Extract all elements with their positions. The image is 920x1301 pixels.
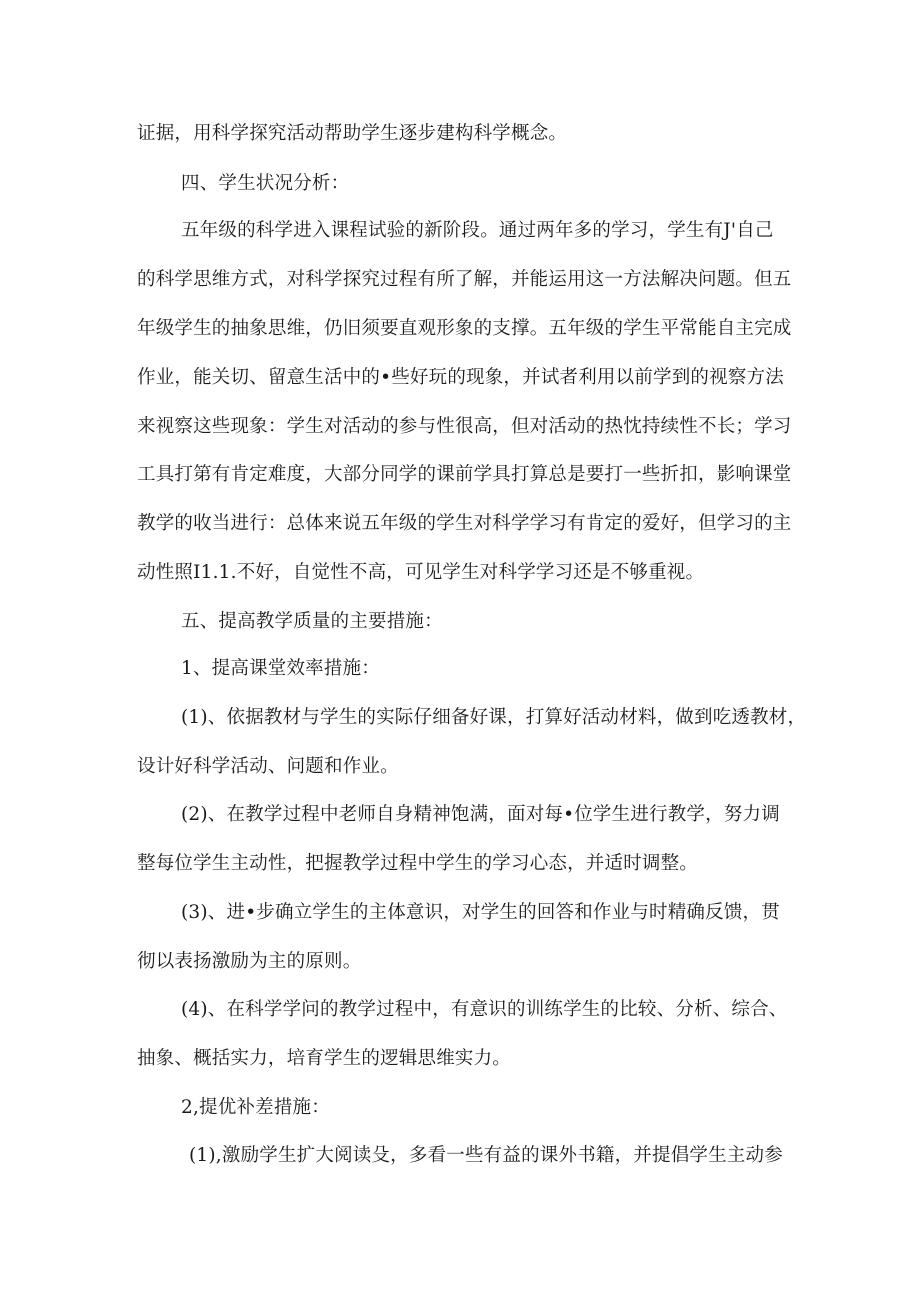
list-item-line: 设计好科学活动、问题和作业。	[137, 756, 399, 777]
paragraph-line: 的科学思维方式，对科学探究过程有所了解，并能运用这一方法解决问题。但五	[137, 269, 792, 290]
list-item-line: (4)、在科学学问的教学过程中，有意识的训练学生的比较、分析、综合、	[181, 999, 788, 1020]
paragraph-line: 证据，用科学探究活动帮助学生逐步建构科学概念。	[137, 123, 568, 144]
section-heading-measures: 五、提高教学质量的主要措施：	[181, 611, 443, 632]
list-item-line: 抽象、概括实力，培育学生的逻辑思维实力。	[137, 1048, 512, 1069]
subheading-excellence-remediation: 2,提优补差措施：	[181, 1097, 330, 1118]
list-item-line: (3)、进•步确立学生的主体意识，对学生的回答和作业与时精确反馈，贯	[181, 902, 780, 923]
section-heading-student-analysis: 四、学生状况分析：	[181, 173, 350, 194]
subheading-classroom-efficiency: 1、提高课堂效率措施：	[181, 658, 380, 679]
paragraph-line: 年级学生的抽象思维，仍旧须要直观形象的支撑。五年级的学生平常能自主完成	[137, 318, 792, 339]
list-item-line: (1)、依据教材与学生的实际仔细备好课，打算好活动材料，做到吃透教材，	[181, 707, 807, 728]
list-item-line: 整每位学生主动性，把握教学过程中学生的学习心态，并适时调整。	[137, 853, 699, 874]
paragraph-line: 作业，能关切、留意生活中的•些好玩的现象，并试者利用以前学到的视察方法	[137, 367, 784, 388]
list-item-line: 彻以表扬激励为主的原则。	[137, 951, 362, 972]
paragraph-line: 五年级的科学进入课程试验的新阶段。通过两年多的学习，学生有J'自己	[181, 220, 774, 241]
list-item-line: (1),激励学生扩大阅读殳，多看一些有益的课外书籍，并提倡学生主动参	[189, 1145, 783, 1166]
list-item-line: (2)、在教学过程中老师自身精神饱满，面对每•位学生进行教学，努力调	[181, 804, 780, 825]
paragraph-line: 工具打第有肯定难度，大部分同学的课前学具打算总是要打一些折扣，影响课堂	[137, 464, 792, 485]
paragraph-line: 来视察这些现象：学生对活动的参与性很高，但对活动的热忱持续性不长；学习	[137, 416, 792, 437]
paragraph-line: 动性照I1.1.不好，自觉性不高，可见学生对科学学习还是不够重视。	[137, 562, 705, 583]
paragraph-line: 教学的收当进行：总体来说五年级的学生对科学学习有肯定的爱好，但学习的主	[137, 513, 792, 534]
